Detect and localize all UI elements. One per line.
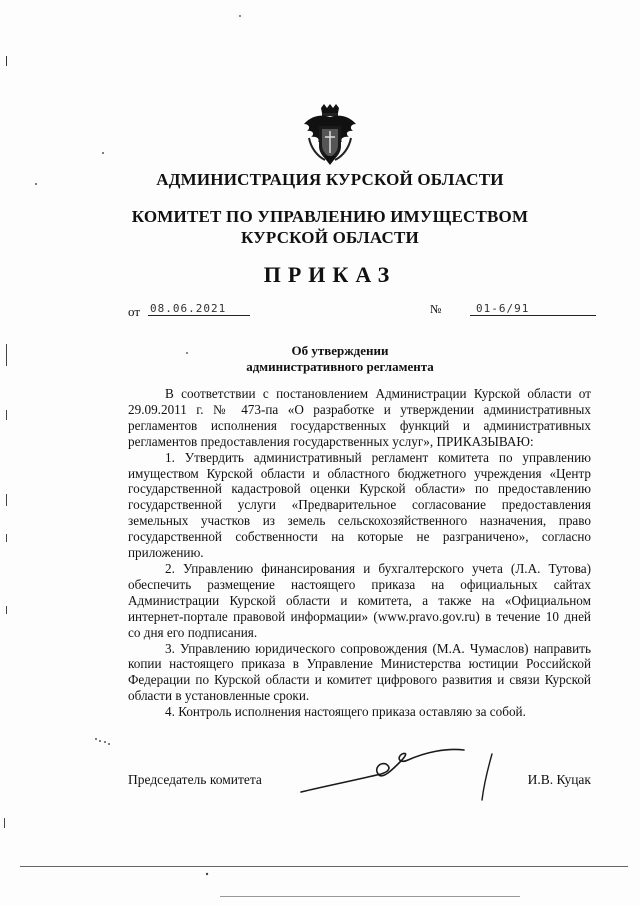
footer-rule (20, 866, 628, 867)
number-label: № (430, 302, 442, 316)
coat-of-arms-icon (301, 104, 359, 166)
paragraph-item-3: 3. Управлению юридического сопровождения (М.А. Чумаслов) направить копии настоящего приказа в Управление Министерства юстиции Российской Федерации по Курской области и комитет цифрового развития и связи Курской области в установленные сроки. (128, 640, 591, 704)
subject-line2: административного регламента (246, 359, 434, 374)
document-body (128, 386, 591, 720)
signatory-name: И.В. Куцак (527, 772, 591, 787)
paragraph-item-4: 4. Контроль исполнения настоящего приказа оставляю за собой. (165, 704, 526, 720)
org-name-committee-line2: КУРСКОЙ ОБЛАСТИ (241, 228, 419, 247)
document-subject (0, 343, 640, 375)
paragraph-preamble: В соответствии с постановлением Администрации Курской области от 29.09.2011 г. № 473-па «О разработке и утверждении административных регламентов исполнения государственных функций и административных регламентов предоставления государственных услуг», ПРИКАЗЫВАЮ: (128, 386, 591, 449)
date-number-row (128, 302, 590, 324)
date-value: 08.06.2021 (148, 302, 250, 316)
date-label: от (128, 304, 141, 319)
paragraph-item-1: 1. Утвердить административный регламент комитета по управлению имуществом Курской области и областного бюджетного учреждения «Центр государственной кадастровой оценки Курской области» по предоставлению государственной услуги «Предварительное согласование предоставления земельных участков из земель сельскохозяйственного назначения, право государственной собственности на которые не разграничено», согласно приложению. (128, 449, 591, 561)
paragraph-item-2: 2. Управлению финансирования и бухгалтерского учета (Л.А. Тутова) обеспечить размещение настоящего приказа на официальных сайтах Администрации Курской области и комитета, а также на «Официальном интернет-портале правовой информации» (www.pravo.gov.ru) в течение 10 дней со дня его подписания. (128, 560, 591, 640)
org-name-committee-line1: КОМИТЕТ ПО УПРАВЛЕНИЮ ИМУЩЕСТВОМ (131, 207, 529, 226)
subject-line1: Об утверждении (291, 343, 389, 358)
org-name-administration: АДМИНИСТРАЦИЯ КУРСКОЙ ОБЛАСТИ (156, 170, 504, 189)
org-name-committee (10, 206, 640, 248)
number-value: 01-6/91 (470, 302, 596, 316)
signature-block (128, 772, 591, 792)
signatory-position: Председатель комитета (128, 772, 262, 787)
document-title: ПРИКАЗ (263, 262, 397, 287)
